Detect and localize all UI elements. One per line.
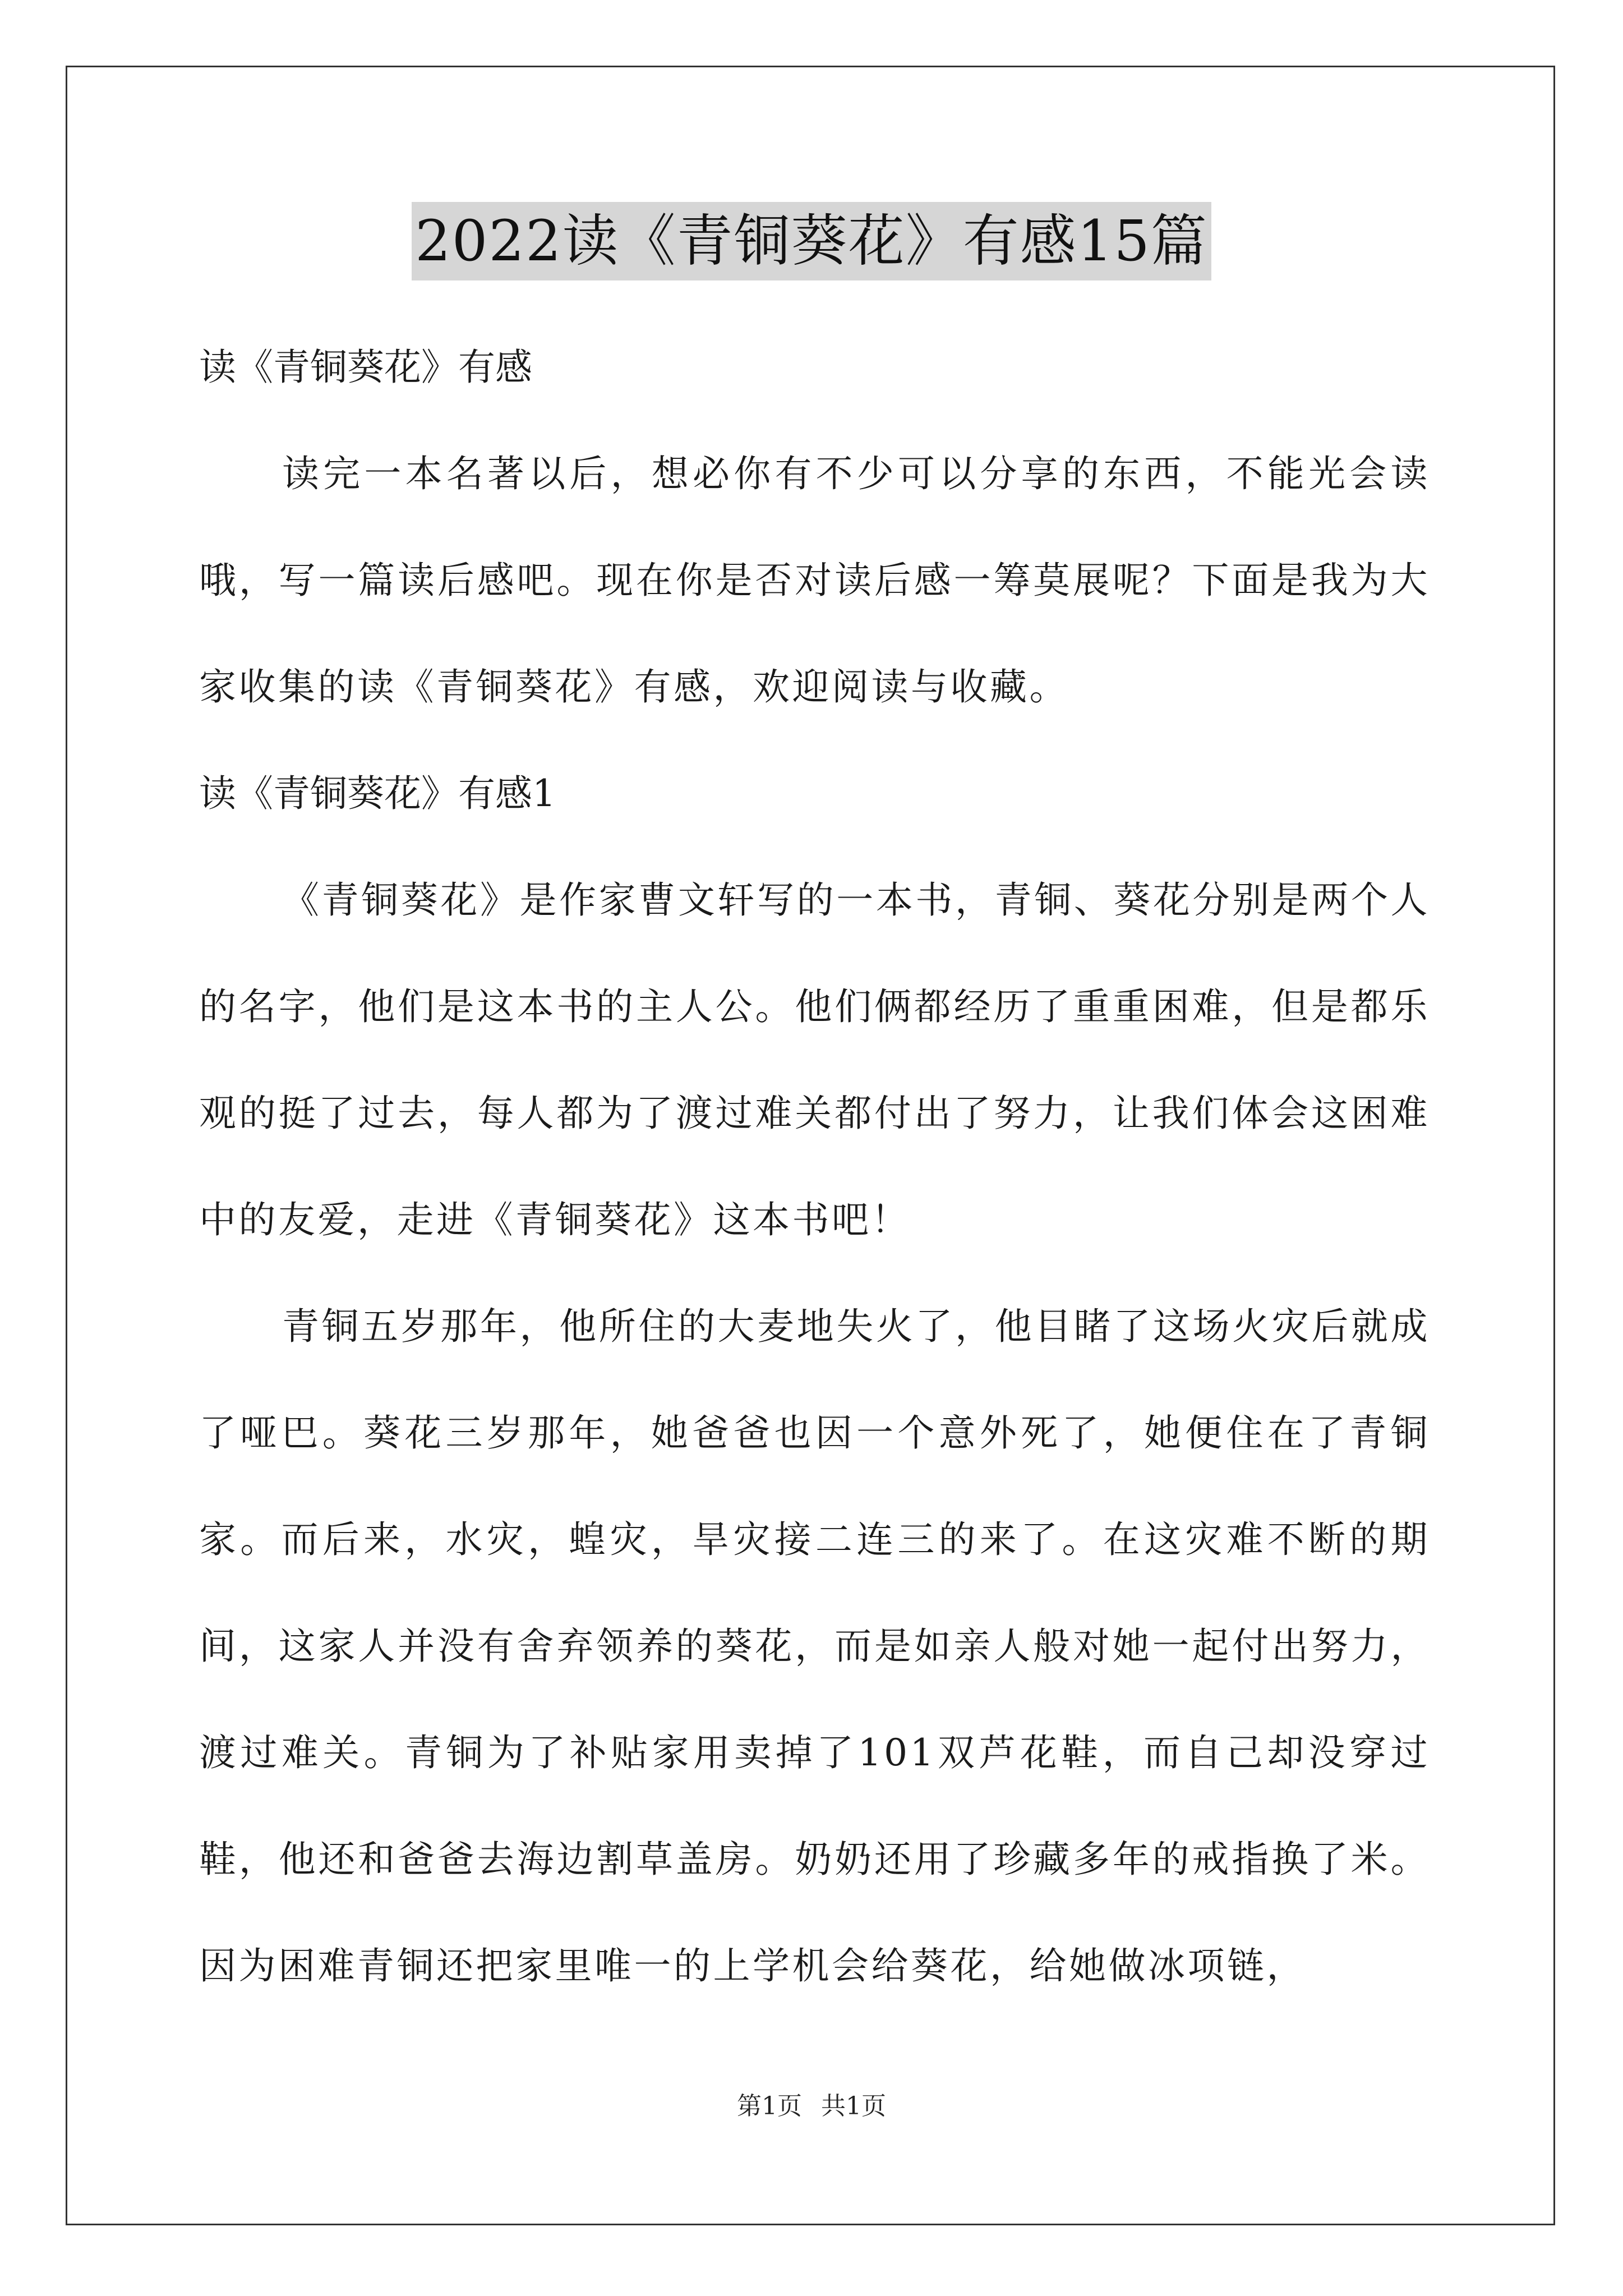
section-heading: 读《青铜葵花》有感 (199, 346, 532, 389)
page-number: 第1页 (737, 2092, 802, 2120)
page-total: 共1页 (821, 2092, 886, 2120)
document-title: 2022读《青铜葵花》有感15篇 (412, 202, 1211, 280)
document-body (199, 314, 1430, 2019)
body-paragraph: 青铜五岁那年，他所住的大麦地失火了，他目睹了这场火灾后就成了哑巴。葵花三岁那年，她爸爸也因一个意外死了，她便住在了青铜家。而后来，水灾，蝗灾，旱灾接二连三的来了。在这灾难不断的期间，这家人并没有舍弃领养的葵花，而是如亲人般对她一起付出努力，渡过难关。青铜为了补贴家用卖掉了101双芦花鞋，而自己却没穿过鞋，他还和爸爸去海边割草盖房。奶奶还用了珍藏多年的戒指换了米。因为困难青铜还把家里唯一的上学机会给葵花，给她做冰项链， (199, 1305, 1430, 1987)
page-footer (0, 2090, 1623, 2123)
body-paragraph: 读完一本名著以后，想必你有不少可以分享的东西，不能光会读哦，写一篇读后感吧。现在你是否对读后感一筹莫展呢？下面是我为大家收集的读《青铜葵花》有感，欢迎阅读与收藏。 (199, 452, 1430, 708)
title-container (0, 202, 1623, 280)
body-paragraph: 《青铜葵花》是作家曹文轩写的一本书，青铜、葵花分别是两个人的名字，他们是这本书的主人公。他们俩都经历了重重困难，但是都乐观的挺了过去，每人都为了渡过难关都付出了努力，让我们体会这困难中的友爱，走进《青铜葵花》这本书吧！ (199, 878, 1430, 1241)
section-heading: 读《青铜葵花》有感1 (199, 772, 556, 815)
